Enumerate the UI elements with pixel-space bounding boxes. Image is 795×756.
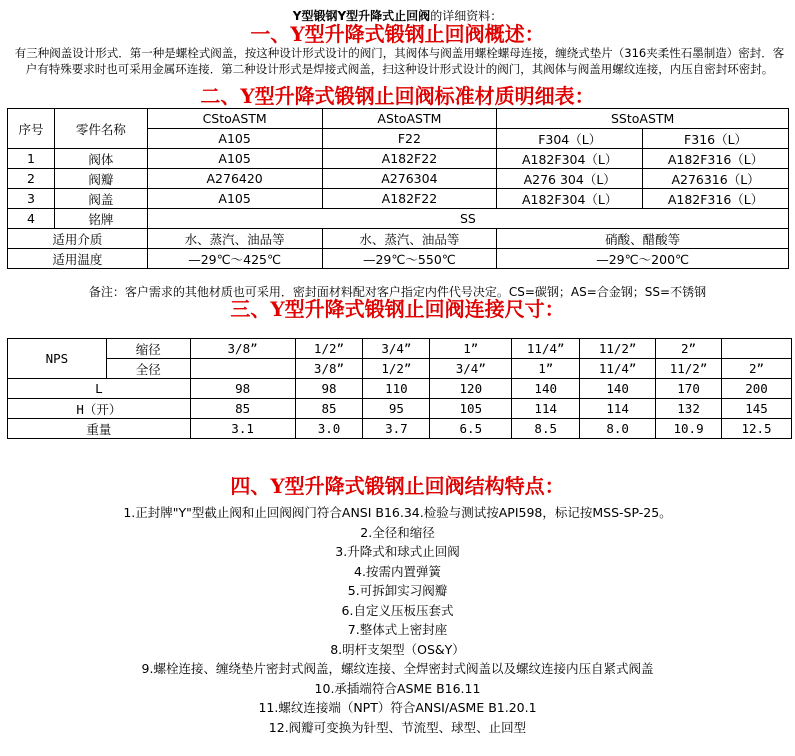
grade-as: AStoASTM <box>322 109 497 129</box>
cell: 114 <box>512 399 580 419</box>
list-item: 5.可拆卸实习阀瓣 <box>347 583 448 598</box>
reduced-size: 1” <box>430 339 512 359</box>
list-item: 8.明杆支架型（OS&Y） <box>330 641 465 657</box>
row-part: 铭牌 <box>54 209 147 229</box>
list-item: 11.螺纹连接端（NPT）符合ANSI/ASME B1.20.1 <box>258 700 537 715</box>
cell: SS <box>147 209 788 229</box>
list-item: 4.按需内置弹簧 <box>354 563 441 579</box>
list-item: 12.阀瓣可变换为针型、节流型、球型、止回型 <box>268 719 527 735</box>
table-row <box>8 399 792 419</box>
medium-label: 适用介质 <box>8 229 148 249</box>
cell: A105 <box>147 149 322 169</box>
full-size: 3/8” <box>295 359 363 379</box>
cell: 200 <box>722 379 792 399</box>
cell: 110 <box>363 379 430 399</box>
page-title-bold: Y型锻钢Y型升降式止回阀 <box>292 9 431 23</box>
reduced-label: 缩径 <box>106 339 190 359</box>
full-size <box>190 359 295 379</box>
reduced-size <box>722 339 792 359</box>
table-row <box>8 419 792 439</box>
cell: 95 <box>363 399 430 419</box>
temp-label: 适用温度 <box>8 249 148 269</box>
list-item: 10.承插端符合ASME B16.11 <box>314 680 481 696</box>
page-title <box>0 7 795 23</box>
cell: 170 <box>656 379 722 399</box>
list-item: 9.螺栓连接、缠绕垫片密封式阀盖，螺纹连接、全焊密封式阀盖以及螺纹连接内压自紧式阀盖 <box>141 661 654 676</box>
row-part: 阀体 <box>54 149 147 169</box>
section-2-heading: 二、Y型升降式锻钢止回阀标准材质明细表： <box>200 84 595 108</box>
cell: A276 304（L） <box>497 169 643 189</box>
cell: 140 <box>580 379 656 399</box>
cell: A182F316（L） <box>643 189 789 209</box>
cell: A105 <box>147 189 322 209</box>
cell: A276316（L） <box>643 169 789 189</box>
cell: 水、蒸汽、油品等 <box>147 229 322 249</box>
row-no: 2 <box>8 169 55 189</box>
cell: A276304 <box>322 169 497 189</box>
row-no: 1 <box>8 149 55 169</box>
cell: —29℃～550℃ <box>322 249 497 269</box>
table-row <box>8 209 789 229</box>
row-part: 阀盖 <box>54 189 147 209</box>
list-item: 6.自定义压板压套式 <box>341 602 454 618</box>
cell: 132 <box>656 399 722 419</box>
full-size: 3/4” <box>430 359 512 379</box>
cell: 105 <box>430 399 512 419</box>
cell: 12.5 <box>722 419 792 439</box>
full-size: 2” <box>722 359 792 379</box>
row-no: 4 <box>8 209 55 229</box>
table-row <box>8 149 789 169</box>
grade-ss: SStoASTM <box>497 109 789 129</box>
cell: 85 <box>295 399 363 419</box>
material-table <box>7 108 789 269</box>
cell: 98 <box>190 379 295 399</box>
remark: 备注：客户需求的其他材质也可采用．密封面材料配对客户指定内件代号决定。CS=碳钢；AS=合金钢；SS=不锈钢 <box>88 285 707 299</box>
sub-grade: F316（L） <box>643 129 789 149</box>
section-3-heading: 三、Y型升降式锻钢止回阀连接尺寸： <box>230 297 565 321</box>
dim-label: H（开） <box>8 399 191 419</box>
cell: A182F316（L） <box>643 149 789 169</box>
table-row <box>8 379 792 399</box>
dimension-table <box>7 338 792 439</box>
cell: —29℃～425℃ <box>147 249 322 269</box>
full-size: 11/4” <box>580 359 656 379</box>
list-item: 7.整体式上密封座 <box>347 622 448 637</box>
reduced-size: 3/4” <box>363 339 430 359</box>
nps-label: NPS <box>8 339 107 379</box>
cell: 硝酸、醋酸等 <box>497 229 789 249</box>
cell: A182F304（L） <box>497 149 643 169</box>
reduced-size: 11/4” <box>512 339 580 359</box>
section-1-heading: 一、Y型升降式锻钢止回阀概述： <box>250 22 545 46</box>
table-row <box>8 189 789 209</box>
table-row <box>8 169 789 189</box>
cell: 8.0 <box>580 419 656 439</box>
sub-grade: F304（L） <box>497 129 643 149</box>
reduced-size: 2” <box>656 339 722 359</box>
cell: 145 <box>722 399 792 419</box>
cell: 3.7 <box>363 419 430 439</box>
header-part-name: 零件名称 <box>54 109 147 149</box>
section-4-heading: 四、Y型升降式锻钢止回阀结构特点： <box>230 474 565 498</box>
table-row <box>8 229 789 249</box>
page-title-rest: 的详细资料： <box>430 9 503 23</box>
header-no: 序号 <box>8 109 55 149</box>
cell: 水、蒸汽、油品等 <box>322 229 497 249</box>
full-size: 11/2” <box>656 359 722 379</box>
sub-grade: F22 <box>322 129 497 149</box>
cell: 85 <box>190 399 295 419</box>
cell: 10.9 <box>656 419 722 439</box>
intro-paragraph: 有三种阀盖设计形式．第一种是螺栓式阀盖，按这种设计形式设计的阀门，其阀体与阀盖用螺栓螺母连接，缠绕式垫片（316夹柔性石墨制造）密封．客户有特殊要求时也可采用金属环连接．第二种设计形式是焊接式阀盖，扫这种设计形式设计的阀门，其阀体与阀盖用螺纹连接，内压自密封环密封。 <box>14 46 785 76</box>
cell: A182F22 <box>322 149 497 169</box>
list-item: 2.全径和缩径 <box>360 524 435 540</box>
reduced-size: 3/8” <box>190 339 295 359</box>
reduced-size: 1/2” <box>295 339 363 359</box>
table-row <box>8 249 789 269</box>
cell: 98 <box>295 379 363 399</box>
list-item: 3.升降式和球式止回阀 <box>335 544 460 559</box>
cell: 3.1 <box>190 419 295 439</box>
cell: 114 <box>580 399 656 419</box>
cell: A182F22 <box>322 189 497 209</box>
cell: 6.5 <box>430 419 512 439</box>
cell: 140 <box>512 379 580 399</box>
feature-list <box>0 503 795 737</box>
row-no: 3 <box>8 189 55 209</box>
row-part: 阀瓣 <box>54 169 147 189</box>
cell: 8.5 <box>512 419 580 439</box>
cell: —29℃～200℃ <box>497 249 789 269</box>
list-item: 1.正封牌"Y"型截止阀和止回阀阀门符合ANSI B16.34.检验与测试按API598，标记按MSS-SP-25。 <box>123 505 672 520</box>
dim-label: 重量 <box>8 419 191 439</box>
full-size: 1” <box>512 359 580 379</box>
cell: A276420 <box>147 169 322 189</box>
reduced-size: 11/2” <box>580 339 656 359</box>
grade-cs: CStoASTM <box>147 109 322 129</box>
cell: 120 <box>430 379 512 399</box>
sub-grade: A105 <box>147 129 322 149</box>
full-label: 全径 <box>106 359 190 379</box>
cell: 3.0 <box>295 419 363 439</box>
cell: A182F304（L） <box>497 189 643 209</box>
dim-label: L <box>8 379 191 399</box>
full-size: 1/2” <box>363 359 430 379</box>
